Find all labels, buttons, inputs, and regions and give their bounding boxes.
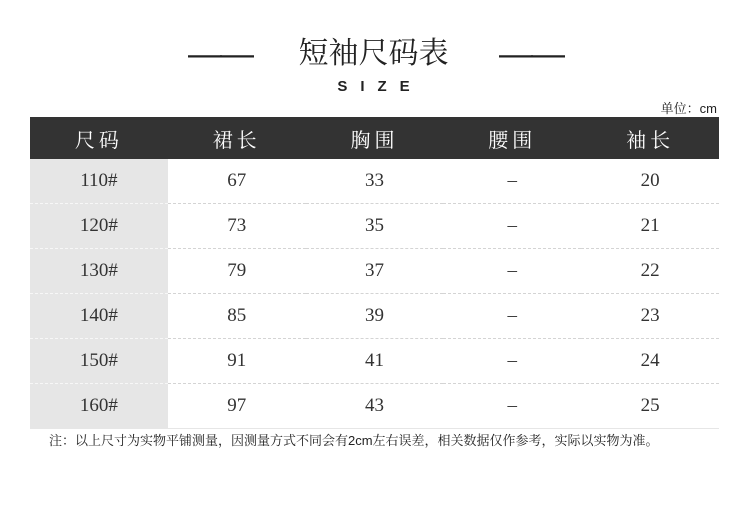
table-row	[30, 384, 719, 429]
page-subtitle: SIZE	[337, 78, 423, 95]
waist-cell: –	[443, 204, 581, 249]
table-header-row	[30, 117, 719, 159]
skirt-length-cell: 97	[168, 384, 306, 429]
sleeve-length-cell: 22	[581, 249, 719, 294]
waist-cell: –	[443, 384, 581, 429]
waist-cell: –	[443, 249, 581, 294]
sleeve-length-cell: 21	[581, 204, 719, 249]
header-skirt-length: 裙长	[168, 117, 306, 159]
size-chart-table	[30, 117, 719, 429]
size-cell: 130#	[30, 249, 168, 294]
size-cell: 110#	[30, 159, 168, 204]
size-cell: 140#	[30, 294, 168, 339]
sleeve-length-cell: 24	[581, 339, 719, 384]
sleeve-length-cell: 20	[581, 159, 719, 204]
table-row	[30, 339, 719, 384]
table-row	[30, 159, 719, 204]
chest-cell: 35	[306, 204, 444, 249]
unit-label: 单位：cm	[660, 101, 717, 116]
table-row	[30, 249, 719, 294]
header-waist: 腰围	[443, 117, 581, 159]
skirt-length-cell: 79	[168, 249, 306, 294]
measurement-note: 注：以上尺寸为实物平铺测量，因测量方式不同会有2cm左右误差，相关数据仅作参考，实际以实物为准。	[49, 433, 659, 448]
sleeve-length-cell: 25	[581, 384, 719, 429]
title-dash-right: ——	[499, 35, 563, 73]
header-sleeve-length: 袖长	[581, 117, 719, 159]
skirt-length-cell: 91	[168, 339, 306, 384]
waist-cell: –	[443, 159, 581, 204]
chest-cell: 43	[306, 384, 444, 429]
sleeve-length-cell: 23	[581, 294, 719, 339]
skirt-length-cell: 85	[168, 294, 306, 339]
chest-cell: 39	[306, 294, 444, 339]
page-title: 短袖尺码表	[298, 36, 449, 71]
title-dash-left: ——	[188, 35, 252, 73]
size-cell: 160#	[30, 384, 168, 429]
table-row	[30, 294, 719, 339]
chest-cell: 41	[306, 339, 444, 384]
table-row	[30, 204, 719, 249]
waist-cell: –	[443, 339, 581, 384]
waist-cell: –	[443, 294, 581, 339]
title-row	[0, 34, 747, 78]
chest-cell: 33	[306, 159, 444, 204]
size-cell: 150#	[30, 339, 168, 384]
size-cell: 120#	[30, 204, 168, 249]
skirt-length-cell: 67	[168, 159, 306, 204]
header-size: 尺码	[30, 117, 168, 159]
header-chest: 胸围	[306, 117, 444, 159]
chest-cell: 37	[306, 249, 444, 294]
skirt-length-cell: 73	[168, 204, 306, 249]
